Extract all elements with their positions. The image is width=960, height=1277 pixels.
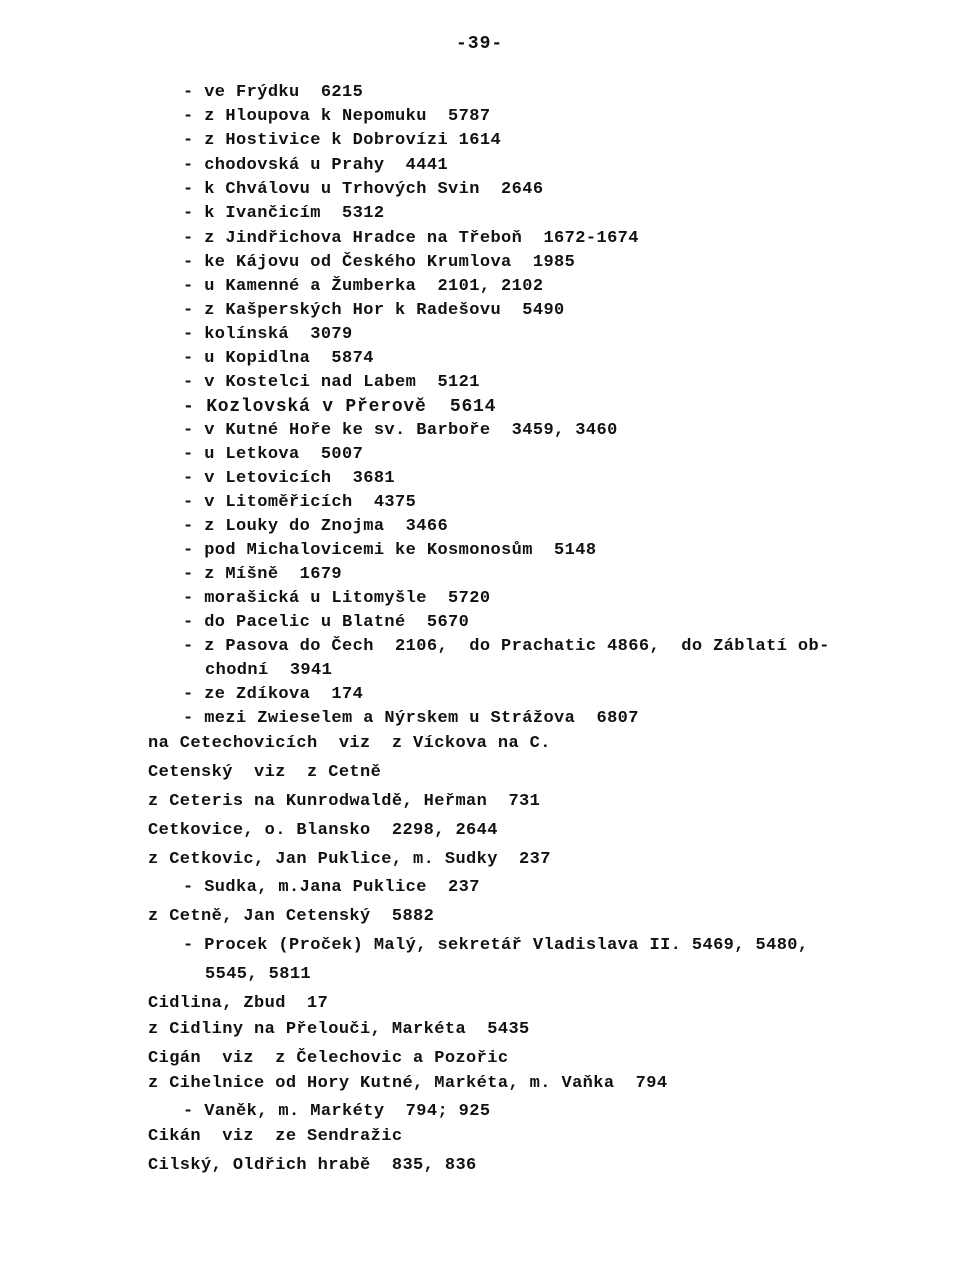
index-entry: - z Kašperských Hor k Radešovu 5490 [183,301,565,320]
index-entry: - chodovská u Prahy 4441 [183,156,449,175]
index-entry: - Sudka, m.Jana Puklice 237 [183,878,480,897]
index-heading: Cilský, Oldřich hrabě 835, 836 [148,1156,477,1175]
index-entry: - Procek (Proček) Malý, sekretář Vladislava II. 5469, 5480, [183,936,809,955]
index-entry: - do Pacelic u Blatné 5670 [183,613,470,632]
index-entry: - ke Kájovu od Českého Krumlova 1985 [183,253,576,272]
index-heading: Cetenský viz z Cetně [148,763,382,782]
index-heading: na Cetechovicích viz z Víckova na C. [148,734,551,753]
index-entry: - z Jindřichova Hradce na Třeboň 1672-1674 [183,229,639,248]
index-entry: - v Kutné Hoře ke sv. Barboře 3459, 3460 [183,421,618,440]
index-entry: - z Hostivice k Dobrovízi 1614 [183,131,502,150]
index-entry: - u Kopidlna 5874 [183,349,374,368]
index-entry: - pod Michalovicemi ke Kosmonosům 5148 [183,541,597,560]
index-heading: Cetkovice, o. Blansko 2298, 2644 [148,821,498,840]
index-entry: - v Litoměřicích 4375 [183,493,417,512]
index-entry-continuation: 5545, 5811 [205,965,312,984]
index-entry: - u Kamenné a Žumberka 2101, 2102 [183,277,544,296]
page-number: -39- [456,34,504,54]
index-entry: - z Louky do Znojma 3466 [183,517,449,536]
index-entry: - k Chválovu u Trhových Svin 2646 [183,180,544,199]
index-entry: - mezi Zwieselem a Nýrskem u Strážova 6807 [183,709,639,728]
index-entry: - kolínská 3079 [183,325,353,344]
index-entry: - v Kostelci nad Labem 5121 [183,373,480,392]
index-heading: z Cetkovic, Jan Puklice, m. Sudky 237 [148,850,551,869]
index-heading: Cigán viz z Čelechovic a Pozořic [148,1049,509,1068]
index-entry: - morašická u Litomyšle 5720 [183,589,491,608]
index-entry: - z Míšně 1679 [183,565,343,584]
index-entry: - z Pasova do Čech 2106, do Prachatic 4866, do Záblatí ob- [183,637,830,656]
index-entry: - ve Frýdku 6215 [183,83,364,102]
index-entry-continuation: chodní 3941 [205,661,333,680]
index-entry: - k Ivančicím 5312 [183,204,385,223]
index-entry: - u Letkova 5007 [183,445,364,464]
index-entry: - Vaněk, m. Markéty 794; 925 [183,1102,491,1121]
index-heading: Cikán viz ze Sendražic [148,1127,403,1146]
index-heading: Cidlina, Zbud 17 [148,994,329,1013]
index-entry: - ze Zdíkova 174 [183,685,364,704]
index-entry: - z Hloupova k Nepomuku 5787 [183,107,491,126]
index-entry-bold: - Kozlovská v Přerově 5614 [183,397,497,417]
index-heading: z Cidliny na Přelouči, Markéta 5435 [148,1020,530,1039]
index-entry: - v Letovicích 3681 [183,469,396,488]
index-heading: z Cetně, Jan Cetenský 5882 [148,907,435,926]
index-heading: z Cihelnice od Hory Kutné, Markéta, m. Vaňka 794 [148,1074,668,1093]
index-heading: z Ceteris na Kunrodwaldě, Heřman 731 [148,792,541,811]
